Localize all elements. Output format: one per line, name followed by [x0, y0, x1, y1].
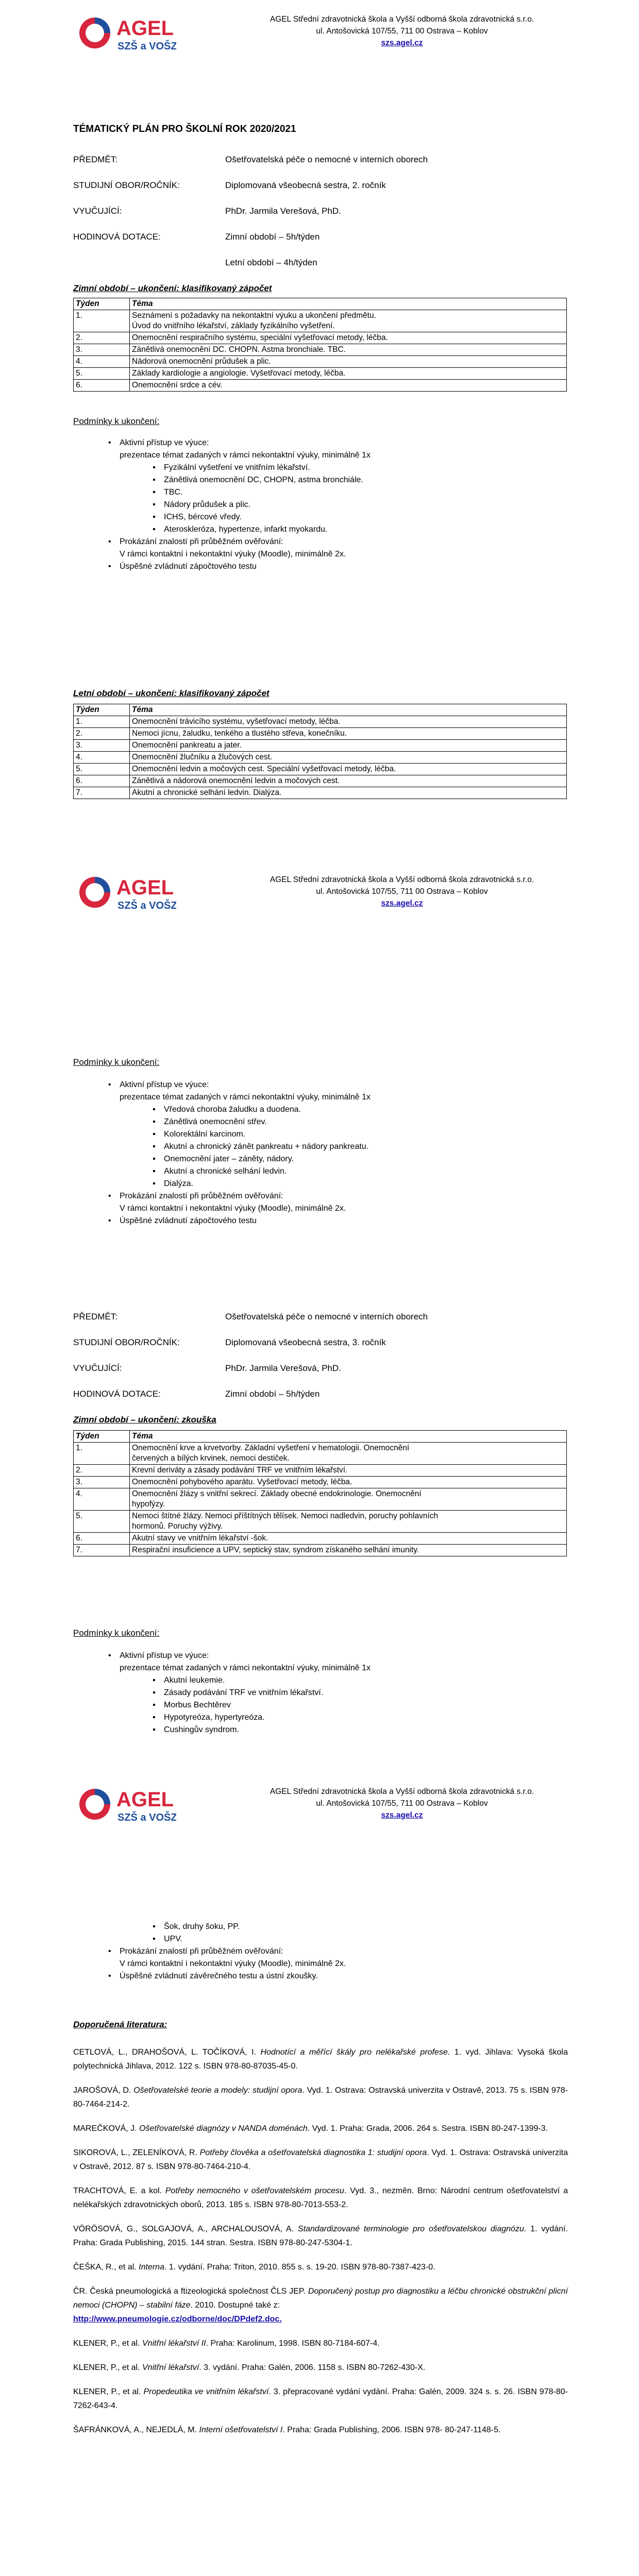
- sub-list-item: ▪ Akutní a chronické selhání ledvin.: [108, 1165, 371, 1178]
- info-teacher: VYUČUJÍCÍ: PhDr. Jarmila Verešová, PhD.: [73, 206, 341, 216]
- info-subject: PŘEDMĚT: Ošetřovatelská péče o nemocné v interních oborech: [73, 1312, 428, 1321]
- sub-list-item: ▪ UPV.: [108, 1933, 346, 1945]
- info-teacher: VYUČUJÍCÍ: PhDr. Jarmila Verešová, PhD.: [73, 1363, 341, 1373]
- sub-list-item: ▪ Akutní leukemie.: [108, 1674, 371, 1687]
- topic-cell: Nemoci jícnu, žaludku, tenkého a tlustého střeva, konečníku.: [130, 728, 567, 740]
- literature-item: KLENER, P., et al. Vnitřní lékařství. 3. vydání. Praha: Galén, 2006. 1158 s. ISBN 80-7262-430-X.: [73, 2363, 426, 2372]
- week-cell: 3.: [74, 1477, 130, 1488]
- school-name: AGEL Střední zdravotnická škola a Vyšší odborná škola zdravotnická s.r.o.: [270, 1787, 534, 1796]
- literature-item: KLENER, P., et al. Propedeutika ve vnitřním lékařství. 3. přepracované vydání vydání. Praha: Galén, 2009. 324 s. s. 26. ISBN 978-80-7262-643-4.: [73, 2387, 568, 2410]
- topic-cell: Nádorová onemocnění průdušek a plic.: [130, 356, 567, 368]
- week-cell: 2.: [74, 332, 130, 344]
- col-topic: Téma: [130, 704, 567, 716]
- school-address: ul. Antošovická 107/55, 711 00 Ostrava – Koblov: [316, 27, 488, 36]
- topic-cell: Nemoci štítné žlázy. Nemoci příštítných tělísek. Nemoci nadledvin, poruchy pohlavních hormonů. Poruchy výživy.: [130, 1511, 567, 1533]
- info-study: STUDIJNÍ OBOR/ROČNÍK: Diplomovaná všeobecná sestra, 3. ročník: [73, 1337, 386, 1347]
- literature-link[interactable]: http://www.pneumologie.cz/odborne/doc/DPdef2.doc.: [73, 2315, 282, 2324]
- sub-list-item: ▪ Zánětlivá onemocnění DC, CHOPN, astma bronchiále.: [108, 474, 371, 486]
- sub-list-item: ▪ TBC.: [108, 486, 371, 499]
- literature-item: KLENER, P., et al. Vnitřní lékařství II. Praha: Karolinum, 1998. ISBN 80-7184-607-4.: [73, 2339, 380, 2348]
- sub-list-item: ▪ Fyzikální vyšetření ve vnitřním lékařství.: [108, 462, 371, 474]
- table-row: [74, 332, 567, 344]
- table-row: [74, 752, 567, 764]
- list-item: • Prokázání znalostí při průběžném ověřování:: [108, 1945, 346, 1958]
- table-row: [74, 728, 567, 740]
- literature-list: [73, 2045, 568, 2447]
- table-row: [74, 1533, 567, 1545]
- topic-cell: Zánětlivá a nádorová onemocnění ledvin a močových cest.: [130, 775, 567, 787]
- school-link[interactable]: szs.agel.cz: [381, 1811, 423, 1820]
- col-week: Týden: [74, 298, 130, 310]
- list-item: • Aktivní přístup ve výuce:: [108, 1079, 371, 1091]
- week-cell: 3.: [74, 344, 130, 356]
- topic-cell: Zánětlivá onemocnění DC. CHOPN. Astma bronchiale. TBC.: [130, 344, 567, 356]
- table-row: [74, 1443, 567, 1465]
- conditions-heading: Podmínky k ukončení:: [73, 1057, 160, 1067]
- week-cell: 7.: [74, 787, 130, 799]
- list-item: • Úspěšné zvládnutí zápočtového testu: [108, 1215, 371, 1227]
- topic-cell: Onemocnění pohybového aparátu. Vyšetřovací metody, léčba.: [130, 1477, 567, 1488]
- info-study: STUDIJNÍ OBOR/ROČNÍK: Diplomovaná všeobecná sestra, 2. ročník: [73, 180, 386, 190]
- literature-item: TRACHTOVÁ, E. a kol. Potřeby nemocného v ošetřovatelském procesu. Vyd. 3., nezměn. Brno: Národní centrum ošetřovatelství a nelékařských zdravotnických oborů, 2013. 185 s. ISBN 978-80-7013-553-2.: [73, 2187, 568, 2209]
- sub-list-item: ▪ Cushingův syndrom.: [108, 1724, 371, 1736]
- info-hours: HODINOVÁ DOTACE: Zimní období – 5h/týden: [73, 232, 320, 242]
- svg-text:AGEL: AGEL: [116, 876, 174, 899]
- list-item-text: V rámci kontaktní i nekontaktní výuky (Moodle), minimálně 2x.: [120, 1204, 346, 1213]
- topic-cell: Onemocnění žlučníku a žlučových cest.: [130, 752, 567, 764]
- week-cell: 2.: [74, 728, 130, 740]
- topic-cell: Onemocnění pankreatu a jater.: [130, 740, 567, 752]
- sub-list-item: ▪ Hypotyreóza, hypertyreóza.: [108, 1711, 371, 1724]
- list-item: • Úspěšné zvládnutí závěrečného testu a ústní zkoušky.: [108, 1970, 346, 1982]
- table-row: [74, 380, 567, 392]
- table-row: [74, 787, 567, 799]
- sub-list-item: ▪ Šok, druhy šoku, PP.: [108, 1921, 346, 1933]
- list-item: • Aktivní přístup ve výuce:: [108, 1650, 371, 1662]
- sub-list-item: ▪ Ateroskleróza, hypertenze, infarkt myokardu.: [108, 523, 371, 536]
- topic-cell: Onemocnění trávicího systému, vyšetřovací metody, léčba.: [130, 716, 567, 728]
- table-row: [74, 1488, 567, 1511]
- table-row: [74, 310, 567, 332]
- table-row: [74, 740, 567, 752]
- week-cell: 4.: [74, 752, 130, 764]
- sub-list-item: ▪ Vředová choroba žaludku a duodena.: [108, 1104, 371, 1116]
- col-week: Týden: [74, 1431, 130, 1443]
- week-cell: 3.: [74, 740, 130, 752]
- table-row: [74, 716, 567, 728]
- literature-heading: Doporučená literatura:: [73, 2020, 167, 2029]
- week-cell: 6.: [74, 380, 130, 392]
- week-cell: 2.: [74, 1465, 130, 1477]
- agel-logo: [73, 871, 176, 917]
- sub-list-item: ▪ Zánětlivá onemocnění střev.: [108, 1116, 371, 1128]
- table-row: [74, 1511, 567, 1533]
- literature-item: JAROŠOVÁ, D. Ošetřovatelské teorie a modely: studijní opora. Vyd. 1. Ostrava: Ostravská univerzita v Ostravě, 2013. 75 s. ISBN 978-80-7464-214-2.: [73, 2086, 568, 2109]
- page-title: TÉMATICKÝ PLÁN PRO ŠKOLNÍ ROK 2020/2021: [73, 124, 296, 134]
- sub-list-item: ▪ ICHS, bércové vředy.: [108, 511, 371, 523]
- table-row: [74, 356, 567, 368]
- week-cell: 4.: [74, 356, 130, 368]
- list-item-text: prezentace témat zadaných v rámci nekontaktní výuky, minimálně 1x: [120, 1664, 371, 1672]
- week-cell: 6.: [74, 1533, 130, 1545]
- week-cell: 5.: [74, 1511, 130, 1533]
- list-item-text: V rámci kontaktní i nekontaktní výuky (Moodle), minimálně 2x.: [120, 1959, 346, 1968]
- sub-list-item: ▪ Zásady podávání TRF ve vnitřním lékařství.: [108, 1687, 371, 1699]
- list-item-text: prezentace témat zadaných v rámci nekontaktní výuky, minimálně 1x: [120, 1093, 371, 1101]
- sub-list-item: ▪ Dialýza.: [108, 1178, 371, 1190]
- school-header: [186, 874, 618, 909]
- table-row: [74, 1477, 567, 1488]
- week-cell: 1.: [74, 1443, 130, 1465]
- conditions-heading: Podmínky k ukončení:: [73, 416, 160, 426]
- week-cell: 6.: [74, 775, 130, 787]
- literature-item: CETLOVÁ, L., DRAHOŠOVÁ, L. TOČÍKOVÁ, I. Hodnotící a měřící škály pro nelékařské profese. 1. vyd. Jihlava: Vysoká škola polytechnická Jihlava, 2012. 122 s. ISBN 978-80-87035-45-0.: [73, 2048, 568, 2071]
- conditions-list: [108, 437, 371, 573]
- topic-cell: Onemocnění srdce a cév.: [130, 380, 567, 392]
- table-row: [74, 1465, 567, 1477]
- svg-text:SZŠ a VOŠZ: SZŠ a VOŠZ: [117, 900, 176, 911]
- topics-table-summer: [73, 704, 567, 799]
- week-cell: 5.: [74, 764, 130, 775]
- topic-cell: Základy kardiologie a angiologie. Vyšetřovací metody, léčba.: [130, 368, 567, 380]
- conditions-heading: Podmínky k ukončení:: [73, 1628, 160, 1638]
- week-cell: 1.: [74, 716, 130, 728]
- topic-cell: Onemocnění respiračního systému, speciální vyšetřovací metody, léčba.: [130, 332, 567, 344]
- literature-item: ČEŠKA, R., et al. Interna. 1. vydání. Praha: Triton, 2010. 855 s. s. 19-20. ISBN 978-80-7387-423-0.: [73, 2263, 435, 2272]
- col-week: Týden: [74, 704, 130, 716]
- topic-cell: Akutní a chronické selhání ledvin. Dialýza.: [130, 787, 567, 799]
- conditions-list: [108, 1079, 371, 1227]
- conditions-list: [108, 1650, 371, 1736]
- list-item: • Prokázání znalostí při průběžném ověřování:: [108, 536, 371, 548]
- school-address: ul. Antošovická 107/55, 711 00 Ostrava – Koblov: [316, 1799, 488, 1808]
- literature-item: ŠAFRÁNKOVÁ, A., NEJEDLÁ, M. Interní ošetřovatelství I. Praha: Grada Publishing, 2006. ISBN 978- 80-247-1148-5.: [73, 2426, 501, 2434]
- svg-text:SZŠ a VOŠZ: SZŠ a VOŠZ: [117, 1812, 176, 1823]
- info-hours: HODINOVÁ DOTACE: Zimní období – 5h/týden: [73, 1389, 320, 1399]
- table-row: [74, 368, 567, 380]
- svg-text:SZŠ a VOŠZ: SZŠ a VOŠZ: [117, 41, 176, 52]
- topics-table-winter-3: [73, 1430, 567, 1556]
- list-item: • Aktivní přístup ve výuce:: [108, 437, 371, 449]
- list-item: • Prokázání znalostí při průběžném ověřování:: [108, 1190, 371, 1202]
- week-cell: 4.: [74, 1488, 130, 1511]
- week-cell: 7.: [74, 1545, 130, 1556]
- school-link[interactable]: szs.agel.cz: [381, 899, 423, 908]
- topic-cell: Onemocnění krve a krvetvorby. Základní vyšetření v hematologii. Onemocnění červených a bílých krvinek, nemoci destiček.: [130, 1443, 567, 1465]
- col-topic: Téma: [130, 298, 567, 310]
- topic-cell: Onemocnění ledvin a močových cest. Speciální vyšetřovací metody, léčba.: [130, 764, 567, 775]
- conditions-list-continued: [108, 1921, 346, 1982]
- week-cell: 1.: [74, 310, 130, 332]
- sub-list-item: ▪ Akutní a chronický zánět pankreatu + nádory pankreatu.: [108, 1141, 371, 1153]
- table-row: [74, 775, 567, 787]
- topic-cell: Krevní deriváty a zásady podávání TRF ve vnitřním lékařství.: [130, 1465, 567, 1477]
- sub-list-item: ▪ Morbus Bechtěrev: [108, 1699, 371, 1711]
- literature-item: VÖRÖSOVÁ, G., SOLGAJOVÁ, A., ARCHALOUSOVÁ, A. Standardizované terminologie pro ošetřovatelskou diagnózu. 1. vydání. Praha: Grada Publishing, 2015. 144 stran. Sestra. ISBN 978-80-247-5304-1.: [73, 2225, 568, 2247]
- list-item: • Úspěšné zvládnutí zápočtového testu: [108, 561, 371, 573]
- col-topic: Téma: [130, 1431, 567, 1443]
- school-header: [186, 1786, 618, 1821]
- sub-list-item: ▪ Kolorektální karcinom.: [108, 1128, 371, 1141]
- info-hours-summer: Letní období – 4h/týden: [225, 258, 317, 267]
- table-row: [74, 1545, 567, 1556]
- topic-cell: Seznámení s požadavky na nekontaktní výuku a ukončení předmětu. Úvod do vnitřního lékařství, základy fyzikálního vyšetření.: [130, 310, 567, 332]
- school-name: AGEL Střední zdravotnická škola a Vyšší odborná škola zdravotnická s.r.o.: [270, 15, 534, 24]
- school-address: ul. Antošovická 107/55, 711 00 Ostrava – Koblov: [316, 887, 488, 896]
- literature-item: MAREČKOVÁ, J. Ošetřovatelské diagnózy v NANDA doménách. Vyd. 1. Praha: Grada, 2006. 264 s. Sestra. ISBN 80-247-1399-3.: [73, 2124, 548, 2133]
- school-header: [186, 13, 618, 49]
- svg-text:AGEL: AGEL: [116, 17, 174, 40]
- sub-list-item: ▪ Onemocnění jater – záněty, nádory.: [108, 1153, 371, 1165]
- literature-item: SIKOROVÁ, L., ZELENÍKOVÁ, R. Potřeby člověka a ošetřovatelská diagnostika 1: studijní opora. Vyd. 1. Ostrava: Ostravská univerzita v Ostravě, 2012. 87 s. ISBN 978-80-7464-210-4.: [73, 2148, 568, 2171]
- info-subject: PŘEDMĚT: Ošetřovatelská péče o nemocné v interních oborech: [73, 155, 428, 164]
- table-row: [74, 344, 567, 356]
- table2-heading: Letní období – ukončení: klasifikovaný zápočet: [73, 688, 270, 698]
- literature-item: ČR. Česká pneumologická a ftizeologická společnost ČLS JEP. Doporučený postup pro diagnostiku a léčbu chronické obstrukční plicní nemoci (CHOPN) – stabilní fáze. 2010. Dostupné také z: http://www.pneumologie.cz/odborne/doc/DPdef2.doc.: [73, 2287, 568, 2324]
- topic-cell: Respirační insuficience a UPV, septický stav, syndrom získaného selhání imunity.: [130, 1545, 567, 1556]
- school-name: AGEL Střední zdravotnická škola a Vyšší odborná škola zdravotnická s.r.o.: [270, 875, 534, 884]
- topic-cell: Akutní stavy ve vnitřním lékařství -šok.: [130, 1533, 567, 1545]
- topic-cell: Onemocnění žlázy s vnitřní sekrecí. Základy obecné endokrinologie. Onemocnění hypofýzy.: [130, 1488, 567, 1511]
- table-row: [74, 764, 567, 775]
- table1-heading: Zimní období – ukončení: klasifikovaný zápočet: [73, 283, 272, 293]
- table3-heading: Zimní období – ukončení: zkouška: [73, 1415, 216, 1425]
- school-link[interactable]: szs.agel.cz: [381, 39, 423, 47]
- week-cell: 5.: [74, 368, 130, 380]
- agel-logo: [73, 1783, 176, 1829]
- list-item-text: V rámci kontaktní i nekontaktní výuky (Moodle), minimálně 2x.: [120, 550, 346, 558]
- svg-text:AGEL: AGEL: [116, 1788, 174, 1811]
- sub-list-item: ▪ Nádory průdušek a plic.: [108, 499, 371, 511]
- agel-logo: [73, 11, 176, 58]
- list-item-text: prezentace témat zadaných v rámci nekontaktní výuky, minimálně 1x: [120, 451, 371, 460]
- topics-table-winter-2: [73, 298, 567, 392]
